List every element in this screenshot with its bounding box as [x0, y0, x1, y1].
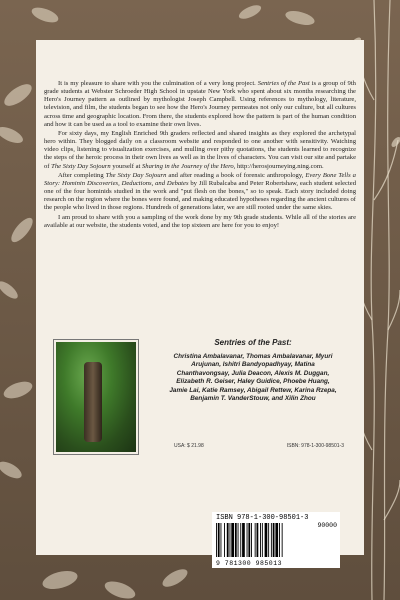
barcode-number: 9 781300 985013 [216, 560, 283, 567]
tree-photo [54, 340, 138, 454]
authors-list: Christina Ambalavanar, Thomas Ambalavanar, Myuri Arujunan, Ishitri Bandyopadhyay, Matina Chanthavongsay, Julia Deacon, Alexis M. Duggan, Elizabeth R. Geiser, Haley Guidice, Phoebe Huang, Jamie Lai, Katie Ramsey, Abigail Rettew, Karina Rzepa, Benjamin T. VanderStouw, and Xilin Zhou [169, 353, 337, 403]
paragraph-2: For sixty days, my English Enriched 9th graders reflected and shared insights as they explored the archetypal hero within. They blogged daily on a classroom website and responded to one another with sensitivity. Watching video clips, listening to visualization exercises, and mulling over pithy quotations, the students learned to recognize the steps of the heroic process in their own lives as well as in the lives of characters. You can visit our site and partake of The Sixty Day Sojourn yourself at Sharing in the Journey of the Hero, http://herosjourneying.ning.com. [44, 129, 356, 170]
description-text [44, 80, 356, 231]
authors-section [168, 338, 338, 403]
price-label: USA: $ 21.98 [174, 443, 204, 449]
price-row [174, 443, 344, 449]
barcode-price-code: 90000 [317, 522, 337, 529]
barcode [212, 512, 340, 568]
paragraph-4: I am proud to share with you a sampling of the work done by my 9th grade students. While all of the stories are available at our website, the students voted, and the top sixteen are here for you to enjoy! [44, 213, 356, 229]
paragraph-3: After completing The Sixty Day Sojourn and after reading a book of forensic anthropology, Every Bone Tells a Story: Hominin Discoveries, Deductions, and Debates by Jill Rubalcaba and Peter Robertshaw, each student selected one of the four hominids studied in the work and "put flesh on the bones," so to speak. Each story included doing research on the region where the bones were found, and making educated hypotheses regarding the ancient cultures of the people who lived in those regions. Hundreds of generations later, we are still rooted under the same skies. [44, 171, 356, 212]
text-panel [36, 40, 364, 555]
authors-title: Sentries of the Past: [214, 338, 292, 347]
paragraph-1: It is my pleasure to share with you the culmination of a very long project. Sentries of the Past is a group of 9th grade students at Webster Schroeder High School in upstate New York who spent about six months researching the Hero's Journey pattern as outlined by mythologist Joseph Campbell. Using references to mythology, literature, television, and film, the students began to see how the Hero's Journey permeates not only our culture, but all cultures across time and geographic location. From there, the students explored how the pattern is part of the human condition and how it can be used as a tool to examine their own lives. [44, 80, 356, 128]
barcode-isbn: ISBN 978-1-300-98501-3 [216, 514, 309, 522]
isbn-label: ISBN: 978-1-300-98501-3 [286, 443, 344, 449]
barcode-bars [216, 523, 336, 557]
